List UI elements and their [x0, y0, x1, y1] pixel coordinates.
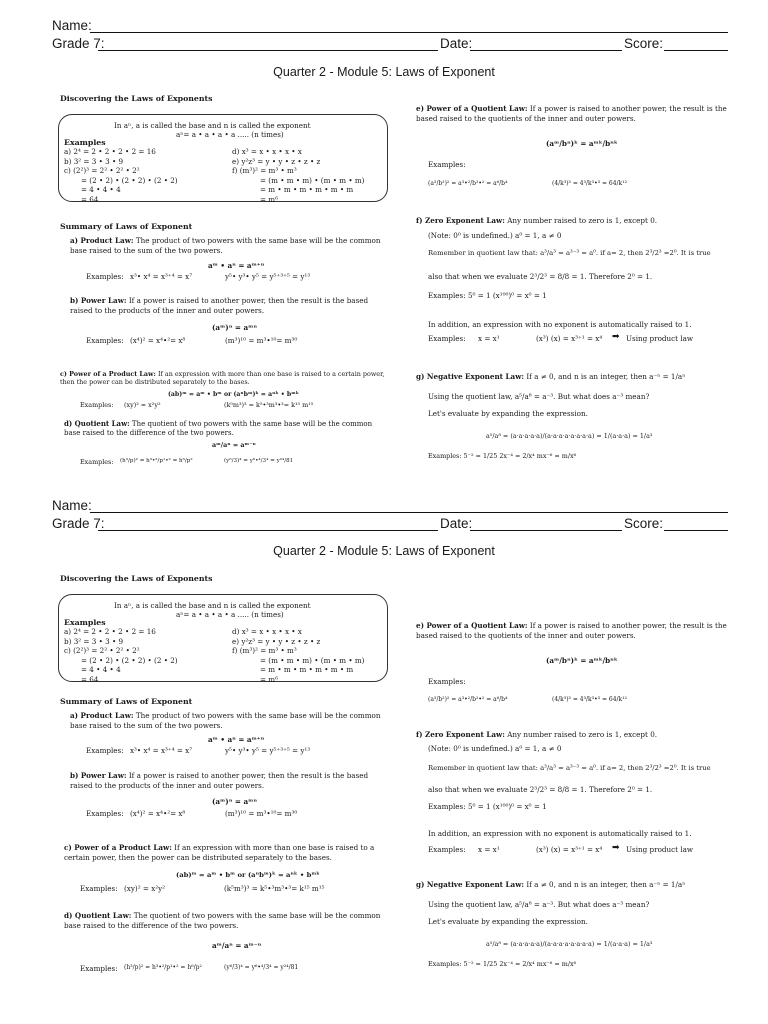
power-law-example: (x⁴)² = x⁴•²= x⁸ — [130, 809, 186, 818]
negative-exponent-lets: Let's evaluate by expanding the expression. — [428, 917, 588, 926]
negative-exponent-law — [416, 880, 728, 890]
power-law-examples-label: Examples: — [86, 336, 124, 345]
score-label: Score: — [624, 36, 664, 51]
examples-label: Examples — [64, 618, 106, 627]
zero-exponent-addition: In addition, an expression with no exponent is automatically raised to 1. — [428, 320, 692, 329]
law-text: Any number raised to zero is 1, except 0. — [507, 730, 658, 739]
power-law-examples-label: Examples: — [86, 809, 124, 818]
law-title: f) Zero Exponent Law: — [416, 730, 505, 739]
power-of-quotient-example: (a³/b²)² = a³•²/b²•² = a⁶/b⁴ — [428, 180, 508, 187]
score-line[interactable] — [664, 530, 728, 531]
negative-exponent-lets: Let's evaluate by expanding the expression. — [428, 409, 588, 418]
example-line: e) y²z³ = y • y • z • z • z — [232, 636, 321, 646]
power-of-quotient-example: (4/k³)³ = 4³/k³•³ = 64/k¹² — [552, 696, 627, 703]
zero-exponent-example: (x³) (x) = x³⁺¹ = x⁴ — [536, 334, 603, 343]
discovering-right-examples — [232, 147, 364, 204]
product-law — [70, 711, 390, 730]
law-text: If a ≠ 0, and n is an integer, then a⁻ⁿ = 1/aⁿ — [526, 880, 686, 889]
zero-exponent-example-note: Using product law — [626, 845, 694, 854]
law-text: If a power is raised to another power, then the result is the based raised to the products of the inner and outer powers. — [70, 296, 369, 315]
power-of-quotient-example: (a³/b²)² = a³•²/b²•² = a⁶/b⁴ — [428, 696, 508, 703]
summary-heading: Summary of Laws of Exponent — [60, 222, 193, 231]
quotient-law-examples-label: Examples: — [80, 964, 118, 973]
law-text: If a power is raised to another power, the result is the based raised to the quotients of the inner and outer powers. — [416, 104, 727, 123]
product-law-formula: aᵐ • aⁿ = aᵐ⁺ⁿ — [208, 735, 265, 744]
negative-exponent-examples: Examples: 5⁻² = 1/25 2x⁻⁴ = 2/x⁴ mx⁻⁶ = m/x⁶ — [428, 960, 577, 968]
zero-exponent-example: x = x¹ — [478, 845, 500, 854]
example-line: = 4 • 4 • 4 — [81, 665, 121, 674]
law-text: If a ≠ 0, and n is an integer, then a⁻ⁿ = 1/aⁿ — [526, 372, 686, 381]
power-law-example: (m³)¹⁰ = m³•¹⁰= m³⁰ — [225, 336, 298, 345]
example-line: b) 3² = 3 • 3 • 9 — [64, 156, 124, 166]
discovering-heading: Discovering the Laws of Exponents — [60, 94, 213, 103]
example-line: = 64 — [81, 674, 99, 684]
discovering-heading: Discovering the Laws of Exponents — [60, 574, 213, 583]
power-of-quotient-example: (4/k³)³ = 4³/k³•³ = 64/k¹² — [552, 180, 627, 187]
zero-exponent-remember: Remember in quotient law that: a³/a³ = a³⁻³ = a⁰. if a= 2, then 2³/2³ =2⁰. It is true — [428, 764, 711, 772]
law-text: If a power is raised to another power, the result is the based raised to the quotients of the inner and outer powers. — [416, 621, 727, 640]
power-of-product-examples-label: Examples: — [80, 401, 114, 409]
quotient-law-example: (h³/p)² = h³•²/p¹•² = h⁶/p² — [124, 964, 202, 971]
law-text: If an expression with more than one base is raised to a certain power, then the power can be distributed separately to the bases. — [64, 843, 375, 862]
law-text: The quotient of two powers with the same base will be the common base raised to the difference of the two powers. — [64, 911, 381, 930]
zero-exponent-also: also that when we evaluate 2³/2³ = 8/8 = 1. Therefore 2⁰ = 1. — [428, 272, 653, 281]
example-line: c) (2²)³ = 2² • 2² • 2² — [64, 646, 140, 655]
product-law-example: x³• x⁴ = x³⁺⁴ = x⁷ — [130, 272, 193, 281]
example-line: = (m • m • m) • (m • m • m) — [260, 655, 365, 665]
law-text: The quotient of two powers with the same base will be the common base raised to the difference of the two powers. — [64, 420, 373, 438]
date-line[interactable] — [470, 50, 622, 51]
negative-exponent-examples: Examples: 5⁻² = 1/25 2x⁻⁴ = 2/x⁴ mx⁻⁶ = m/x⁶ — [428, 452, 577, 460]
name-label: Name: — [52, 498, 92, 513]
example-line: = m • m • m • m • m • m — [260, 665, 354, 674]
examples-label: Examples — [64, 138, 106, 147]
power-of-product-example: (xy)² = x²y² — [124, 401, 161, 409]
example-line: e) y²z³ = y • y • z • z • z — [232, 156, 321, 166]
discovering-left-examples — [64, 147, 178, 204]
example-line: f) (m³)² = m³ • m³ — [232, 646, 297, 655]
power-of-quotient-examples-label: Examples: — [428, 677, 466, 686]
power-law — [70, 771, 390, 790]
negative-exponent-using: Using the quotient law, a⁵/a⁸ = a⁻³. But what does a⁻³ mean? — [428, 900, 650, 909]
negative-exponent-law — [416, 372, 728, 382]
example-line: = m⁶ — [260, 194, 279, 204]
name-line[interactable] — [90, 32, 728, 33]
example-line: a) 2⁴ = 2 • 2 • 2 • 2 = 16 — [64, 147, 156, 156]
zero-exponent-example-note: Using product law — [626, 334, 694, 343]
name-line[interactable] — [90, 512, 728, 513]
page-title: Quarter 2 - Module 5: Laws of Exponent — [273, 544, 495, 558]
power-of-product-example: (xy)² = x²y² — [124, 884, 166, 893]
law-title: c) Power of a Product Law: — [60, 370, 156, 378]
law-title: g) Negative Exponent Law: — [416, 372, 525, 381]
arrow-right-icon: ➡ — [612, 843, 620, 853]
product-law-examples-label: Examples: — [86, 272, 124, 281]
law-title: e) Power of a Quotient Law: — [416, 104, 528, 113]
power-of-product-law — [64, 843, 390, 862]
power-of-product-formula: (ab)ᵐ = aᵐ • bᵐ or (aⁿbᵐ)ᵏ = aⁿᵏ • bᵐᵏ — [168, 391, 299, 398]
example-line: = 4 • 4 • 4 — [81, 185, 121, 194]
power-of-quotient-examples-label: Examples: — [428, 160, 466, 169]
example-line: c) (2²)³ = 2² • 2² • 2² — [64, 166, 140, 175]
example-line: = (2 • 2) • (2 • 2) • (2 • 2) — [81, 655, 178, 665]
law-text: If a power is raised to another power, then the result is the based raised to the products of the inner and outer powers. — [70, 771, 369, 790]
score-line[interactable] — [664, 50, 728, 51]
negative-exponent-expansion: a⁵/a⁸ = (a·a·a·a·a)/(a·a·a·a·a·a·a·a) = 1/(a·a·a) = 1/a³ — [486, 432, 653, 440]
grade-line[interactable] — [98, 530, 438, 531]
power-law-formula: (aᵐ)ⁿ = aᵐⁿ — [212, 797, 258, 806]
quotient-law-formula: aᵐ/aⁿ = aᵐ⁻ⁿ — [212, 441, 256, 449]
power-of-quotient-formula: (aᵐ/bⁿ)ᵏ = aᵐᵏ/bⁿᵏ — [546, 139, 618, 148]
product-law-example: y⁵• y³• y⁵ = y⁵⁺³⁺⁵ = y¹³ — [225, 272, 311, 281]
example-line: = (m • m • m) • (m • m • m) — [260, 175, 365, 185]
product-law-examples-label: Examples: — [86, 746, 124, 755]
zero-exponent-examples: Examples: 5⁰ = 1 (x¹⁰⁰)⁰ = x⁰ = 1 — [428, 802, 547, 811]
power-of-product-example: (k⁵m³)³ = k⁵•³m³•³= k¹⁵ m¹⁵ — [224, 401, 314, 409]
law-title: c) Power of a Product Law: — [64, 843, 172, 852]
power-of-product-examples-label: Examples: — [80, 884, 118, 893]
zero-exponent-examples-label: Examples: — [428, 845, 466, 854]
power-law-example: (m³)¹⁰ = m³•¹⁰= m³⁰ — [225, 809, 298, 818]
discovering-intro: In aⁿ, a is called the base and n is called the exponent — [114, 121, 311, 130]
law-text: If an expression with more than one base is raised to a certain power, then the power can be distributed separately to the bases. — [60, 370, 385, 387]
law-text: The product of two powers with the same base will be the common base raised to the sum of the two powers. — [70, 236, 381, 255]
example-line: f) (m³)² = m³ • m³ — [232, 166, 297, 175]
discovering-intro-2: aⁿ= a • a • a • a ..... (n times) — [176, 610, 284, 619]
discovering-intro-2: aⁿ= a • a • a • a ..... (n times) — [176, 130, 284, 139]
zero-exponent-law — [416, 730, 728, 740]
discovering-intro: In aⁿ, a is called the base and n is called the exponent — [114, 601, 311, 610]
law-title: a) Product Law: — [70, 711, 134, 720]
quotient-law-formula: aᵐ/aⁿ = aᵐ⁻ⁿ — [212, 941, 262, 950]
law-title: b) Power Law: — [70, 771, 127, 780]
product-law — [70, 236, 390, 255]
quotient-law — [64, 911, 390, 930]
law-title: d) Quotient Law: — [64, 419, 130, 428]
law-text: The product of two powers with the same base will be the common base raised to the sum of the two powers. — [70, 711, 381, 730]
zero-exponent-law — [416, 216, 728, 226]
negative-exponent-using: Using the quotient law, a⁵/a⁸ = a⁻³. But what does a⁻³ mean? — [428, 392, 650, 401]
product-law-formula: aᵐ • aⁿ = aᵐ⁺ⁿ — [208, 261, 265, 270]
law-title: b) Power Law: — [70, 296, 127, 305]
power-of-product-example: (k⁵m³)³ = k⁵•³m³•³= k¹⁵ m¹⁵ — [224, 884, 325, 893]
date-label: Date: — [440, 516, 473, 531]
score-label: Score: — [624, 516, 664, 531]
zero-exponent-note: (Note: 0⁰ is undefined.) a⁰ = 1, a ≠ 0 — [428, 231, 562, 240]
discovering-right-examples — [232, 627, 364, 684]
law-title: g) Negative Exponent Law: — [416, 880, 525, 889]
zero-exponent-examples-label: Examples: — [428, 334, 466, 343]
zero-exponent-example: x = x¹ — [478, 334, 500, 343]
power-of-quotient-law — [416, 104, 728, 123]
power-law — [70, 296, 390, 315]
example-line: d) x³ = x • x • x • x — [232, 147, 302, 156]
zero-exponent-note: (Note: 0⁰ is undefined.) a⁰ = 1, a ≠ 0 — [428, 744, 562, 753]
law-title: e) Power of a Quotient Law: — [416, 621, 528, 630]
power-law-example: (x⁴)² = x⁴•²= x⁸ — [130, 336, 186, 345]
quotient-law — [64, 419, 390, 438]
law-title: a) Product Law: — [70, 236, 134, 245]
example-line: a) 2⁴ = 2 • 2 • 2 • 2 = 16 — [64, 627, 156, 636]
power-of-product-formula: (ab)ᵐ = aᵐ • bᵐ or (aⁿbᵐ)ᵏ = aⁿᵏ • bᵐᵏ — [176, 871, 320, 879]
zero-exponent-example: (x³) (x) = x³⁺¹ = x⁴ — [536, 845, 603, 854]
date-line[interactable] — [470, 530, 622, 531]
quotient-law-example: (y⁶/3)⁴ = y⁶•⁴/3⁴ = y²⁴/81 — [224, 964, 299, 971]
zero-exponent-examples: Examples: 5⁰ = 1 (x¹⁰⁰)⁰ = x⁰ = 1 — [428, 291, 547, 300]
law-title: d) Quotient Law: — [64, 911, 132, 920]
arrow-right-icon: ➡ — [612, 332, 620, 342]
page-title: Quarter 2 - Module 5: Laws of Exponent — [273, 65, 495, 79]
discovering-left-examples — [64, 627, 178, 684]
power-law-formula: (aᵐ)ⁿ = aᵐⁿ — [212, 323, 258, 332]
example-line: = 64 — [81, 194, 99, 204]
example-line: b) 3² = 3 • 3 • 9 — [64, 636, 124, 646]
summary-heading: Summary of Laws of Exponent — [60, 697, 193, 706]
power-of-product-law — [60, 370, 390, 387]
example-line: d) x³ = x • x • x • x — [232, 627, 302, 636]
example-line: = m • m • m • m • m • m — [260, 185, 354, 194]
power-of-quotient-law — [416, 621, 728, 640]
power-of-quotient-formula: (aᵐ/bⁿ)ᵏ = aᵐᵏ/bⁿᵏ — [546, 656, 618, 665]
zero-exponent-remember: Remember in quotient law that: a³/a³ = a³⁻³ = a⁰. if a= 2, then 2³/2³ =2⁰. It is true — [428, 249, 711, 257]
quotient-law-example: (y⁶/3)⁴ = y⁶•⁴/3⁴ = y²⁴/81 — [224, 458, 294, 464]
product-law-example: y⁵• y³• y⁵ = y⁵⁺³⁺⁵ = y¹³ — [225, 746, 311, 755]
product-law-example: x³• x⁴ = x³⁺⁴ = x⁷ — [130, 746, 193, 755]
grade-label: Grade 7: — [52, 36, 105, 51]
negative-exponent-expansion: a⁵/a⁸ = (a·a·a·a·a)/(a·a·a·a·a·a·a·a) = 1/(a·a·a) = 1/a³ — [486, 940, 653, 948]
example-line: = m⁶ — [260, 674, 279, 684]
date-label: Date: — [440, 36, 473, 51]
grade-line[interactable] — [98, 50, 438, 51]
law-title: f) Zero Exponent Law: — [416, 216, 505, 225]
law-text: Any number raised to zero is 1, except 0. — [507, 216, 658, 225]
zero-exponent-also: also that when we evaluate 2³/2³ = 8/8 = 1. Therefore 2⁰ = 1. — [428, 785, 653, 794]
quotient-law-examples-label: Examples: — [80, 458, 114, 466]
name-label: Name: — [52, 18, 92, 33]
zero-exponent-addition: In addition, an expression with no exponent is automatically raised to 1. — [428, 829, 692, 838]
example-line: = (2 • 2) • (2 • 2) • (2 • 2) — [81, 175, 178, 185]
grade-label: Grade 7: — [52, 516, 105, 531]
quotient-law-example: (h³/p)² = h³•²/p¹•² = h⁶/p² — [120, 458, 193, 464]
